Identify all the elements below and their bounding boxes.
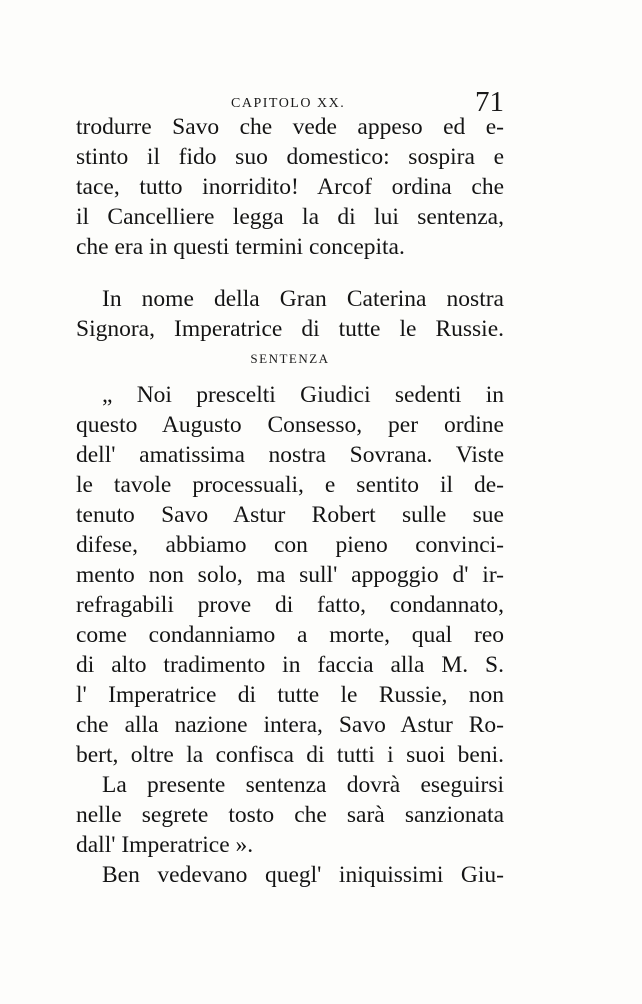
paragraph-3 bbox=[76, 380, 504, 770]
text-line: trodurre Savo che vede appeso ed e- bbox=[76, 114, 504, 140]
text-line: La presente sentenza dovrà eseguirsi bbox=[102, 772, 504, 798]
text-line: dell' amatissima nostra Sovrana. Viste bbox=[76, 442, 504, 468]
text-line: refragabili prove di fatto, condannato, bbox=[76, 592, 504, 618]
paragraph-gap bbox=[76, 262, 504, 284]
paragraph-4 bbox=[76, 770, 504, 860]
text-line: dall' Imperatrice ». bbox=[76, 832, 254, 858]
section-heading: SENTENZA bbox=[250, 351, 330, 366]
text-line: questo Augusto Consesso, per ordine bbox=[76, 412, 504, 438]
text-line: l' Imperatrice di tutte le Russie, non bbox=[76, 682, 504, 708]
paragraph-1 bbox=[76, 112, 504, 262]
text-line: Signora, Imperatrice di tutte le Russie. bbox=[76, 316, 504, 342]
paragraph-5 bbox=[76, 860, 504, 890]
text-line: mento non solo, ma sull' appoggio d' ir- bbox=[76, 562, 504, 588]
running-title: CAPITOLO XX. bbox=[231, 96, 346, 111]
text-line: tace, tutto inorridito! Arcof ordina che bbox=[76, 174, 504, 200]
text-line: come condanniamo a morte, qual reo bbox=[76, 622, 504, 648]
paragraph-2 bbox=[76, 284, 504, 344]
page-text bbox=[76, 112, 504, 890]
page-number: 71 bbox=[475, 86, 504, 118]
text-line: Ben vedevano quegl' iniquissimi Giu- bbox=[102, 862, 504, 888]
text-line: nelle segrete tosto che sarà sanzionata bbox=[76, 802, 504, 828]
text-line: che era in questi termini concepita. bbox=[76, 234, 405, 260]
text-line: bert, oltre la confisca di tutti i suoi beni. bbox=[76, 742, 504, 768]
text-line: le tavole processuali, e sentito il de- bbox=[76, 472, 504, 498]
text-line: il Cancelliere legga la di lui sentenza, bbox=[76, 204, 504, 230]
text-line: difese, abbiamo con pieno convinci- bbox=[76, 532, 504, 558]
text-line: In nome della Gran Caterina nostra bbox=[102, 286, 504, 312]
text-line: stinto il fido suo domestico: sospira e bbox=[76, 144, 504, 170]
text-line: „ Noi prescelti Giudici sedenti in bbox=[102, 382, 504, 408]
text-line: che alla nazione intera, Savo Astur Ro- bbox=[76, 712, 504, 738]
text-line: tenuto Savo Astur Robert sulle sue bbox=[76, 502, 504, 528]
text-line: di alto tradimento in faccia alla M. S. bbox=[76, 652, 504, 678]
